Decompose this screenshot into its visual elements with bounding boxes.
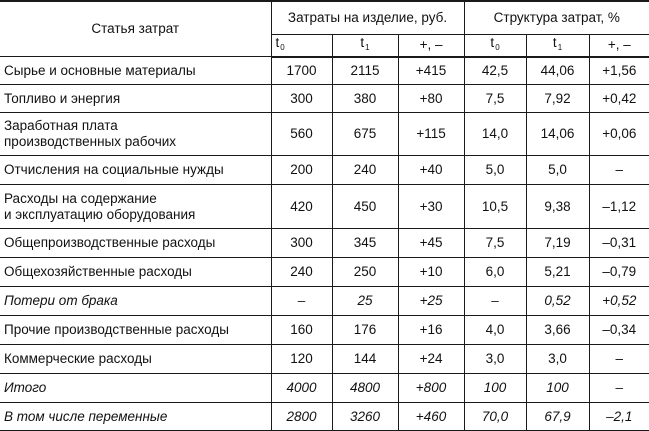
cell-structure-t1: 7,92 [526, 85, 589, 113]
cell-structure-t1: 5,0 [526, 156, 589, 185]
cell-costs-t1: 345 [332, 229, 398, 258]
table-row [0, 287, 649, 316]
cell-costs-diff: +16 [398, 316, 464, 345]
cell-costs-t1: 25 [332, 287, 398, 316]
header-cost-item: Статья затрат [0, 1, 271, 57]
row-label-line: Прочие производственные расходы [4, 322, 229, 337]
cell-costs-t0: 300 [271, 229, 332, 258]
row-label-line: Топливо и энергия [4, 90, 121, 106]
row-label-line: Отчисления на социальные нужды [4, 162, 224, 177]
cell-costs-t0: 200 [271, 156, 332, 185]
cell-costs-diff: +24 [398, 345, 464, 374]
cell-structure-t1: 3,66 [526, 316, 589, 345]
cell-costs-t0: 2800 [271, 403, 332, 431]
table-row [0, 345, 649, 374]
header-structure-diff: +, – [589, 34, 649, 57]
cell-structure-diff: – [589, 156, 649, 185]
cell-structure-diff: –2,1 [589, 403, 649, 431]
row-label [0, 185, 271, 229]
cell-structure-t1: 7,19 [526, 229, 589, 258]
row-label [0, 113, 271, 156]
cell-structure-t1: 44,06 [526, 57, 589, 85]
cell-costs-diff: +80 [398, 85, 464, 113]
header-structure-t0: $t_0$ [464, 34, 526, 57]
cell-structure-diff: +0,42 [589, 85, 649, 113]
row-label [0, 85, 271, 113]
row-label [0, 374, 271, 403]
cell-structure-t0: 3,0 [464, 345, 526, 374]
row-label [0, 258, 271, 287]
row-label [0, 316, 271, 345]
cell-structure-t0: – [464, 287, 526, 316]
cell-costs-t0: 1700 [271, 57, 332, 85]
cell-costs-t1: 250 [332, 258, 398, 287]
cell-costs-t1: 2115 [332, 57, 398, 85]
cell-structure-diff: – [589, 345, 649, 374]
table-row [0, 258, 649, 287]
row-label-line: Потери от брака [4, 293, 118, 308]
cell-structure-t0: 14,0 [464, 113, 526, 156]
cell-costs-t0: 560 [271, 113, 332, 156]
cell-costs-diff: +10 [398, 258, 464, 287]
cell-costs-t0: 240 [271, 258, 332, 287]
cell-structure-t0: 4,0 [464, 316, 526, 345]
cell-costs-t1: 675 [332, 113, 398, 156]
cell-costs-diff: +40 [398, 156, 464, 185]
row-label-line: Общехозяйственные расходы [4, 264, 192, 279]
cell-costs-t1: 240 [332, 156, 398, 185]
cell-costs-t1: 3260 [332, 403, 398, 431]
cell-costs-t0: 4000 [271, 374, 332, 403]
cell-costs-t0: 420 [271, 185, 332, 229]
cell-costs-diff: +25 [398, 287, 464, 316]
header-costs-t1: $t_1$ [332, 34, 398, 57]
header-costs-t0: $t_0$ [271, 34, 332, 57]
cell-structure-t1: 100 [526, 374, 589, 403]
cell-costs-t1: 4800 [332, 374, 398, 403]
cell-costs-diff: +115 [398, 113, 464, 156]
cell-structure-diff: –0,34 [589, 316, 649, 345]
cell-costs-diff: +415 [398, 57, 464, 85]
row-label-line: Сырье и основные материалы [4, 62, 196, 78]
cell-structure-t1: 14,06 [526, 113, 589, 156]
row-label [0, 403, 271, 431]
row-label-line: и эксплуатацию оборудования [4, 206, 196, 222]
row-label-line: Расходы на содержание [4, 190, 157, 206]
cell-structure-diff: –0,31 [589, 229, 649, 258]
cell-structure-diff: – [589, 374, 649, 403]
table-row [0, 229, 649, 258]
table-row [0, 156, 649, 185]
cell-structure-t0: 100 [464, 374, 526, 403]
cell-costs-diff: +800 [398, 374, 464, 403]
header-costs-diff: +, – [398, 34, 464, 57]
header-costs-group: Затраты на изделие, руб. [271, 1, 464, 34]
row-label [0, 156, 271, 185]
table-row [0, 185, 649, 229]
table-body [0, 57, 649, 431]
cell-costs-diff: +460 [398, 403, 464, 431]
cell-costs-t0: 120 [271, 345, 332, 374]
cell-structure-t1: 0,52 [526, 287, 589, 316]
row-label-line: Общепроизводственные расходы [4, 235, 216, 250]
cell-structure-diff: +0,06 [589, 113, 649, 156]
cell-structure-t0: 70,0 [464, 403, 526, 431]
row-label [0, 287, 271, 316]
cell-costs-diff: +45 [398, 229, 464, 258]
table-row [0, 403, 649, 431]
header-structure-group: Структура затрат, % [464, 1, 649, 34]
cell-structure-t0: 10,5 [464, 185, 526, 229]
table-row [0, 374, 649, 403]
row-label [0, 345, 271, 374]
cell-structure-t0: 42,5 [464, 57, 526, 85]
cell-costs-t1: 144 [332, 345, 398, 374]
cell-structure-t1: 5,21 [526, 258, 589, 287]
cell-costs-t0: 300 [271, 85, 332, 113]
cell-structure-t0: 5,0 [464, 156, 526, 185]
cell-structure-diff: –1,12 [589, 185, 649, 229]
row-label-line: Коммерческие расходы [4, 351, 152, 366]
cell-costs-t1: 176 [332, 316, 398, 345]
table-row [0, 316, 649, 345]
row-label [0, 57, 271, 85]
row-label [0, 229, 271, 258]
cell-structure-diff: –0,79 [589, 258, 649, 287]
table-row [0, 57, 649, 85]
cell-costs-t1: 450 [332, 185, 398, 229]
cell-structure-t0: 6,0 [464, 258, 526, 287]
cell-structure-diff: +1,56 [589, 57, 649, 85]
cell-structure-t0: 7,5 [464, 229, 526, 258]
row-label-line: производственных рабочих [4, 134, 177, 149]
cell-costs-t1: 380 [332, 85, 398, 113]
cell-costs-t0: – [271, 287, 332, 316]
cell-structure-t1: 3,0 [526, 345, 589, 374]
row-label-line: Заработная плата [4, 118, 118, 133]
cell-costs-diff: +30 [398, 185, 464, 229]
cell-structure-diff: +0,52 [589, 287, 649, 316]
cell-structure-t1: 9,38 [526, 185, 589, 229]
row-label-line: Итого [4, 380, 47, 395]
table-row [0, 85, 649, 113]
table-row [0, 113, 649, 156]
cell-structure-t1: 67,9 [526, 403, 589, 431]
cell-costs-t0: 160 [271, 316, 332, 345]
row-label-line: В том числе переменные [4, 408, 168, 424]
header-structure-t1: $t_1$ [526, 34, 589, 57]
cell-structure-t0: 7,5 [464, 85, 526, 113]
